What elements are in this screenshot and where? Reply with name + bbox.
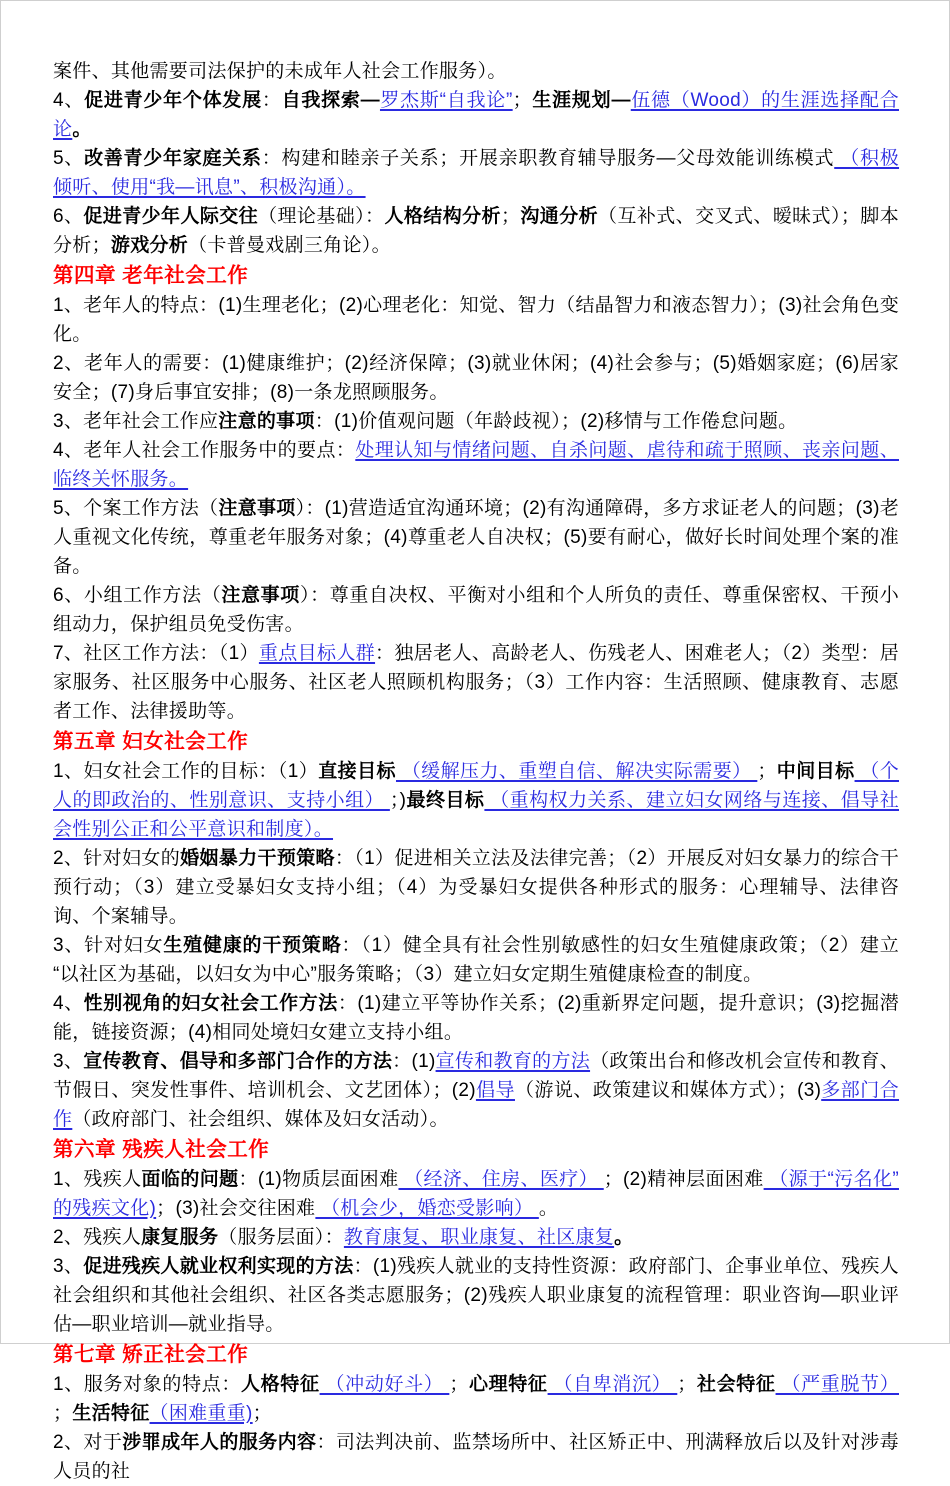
bold-text-run: 婚姻暴力干预策略: [180, 848, 335, 869]
text-run: ；(3)社会交往困难: [156, 1198, 316, 1219]
text-run: 。: [538, 1198, 559, 1219]
text-run: ：构建和睦亲子关系；开展亲职教育辅导服务—父母效能训练模式: [261, 148, 835, 169]
text-run: ；: [53, 1403, 73, 1424]
bold-text-run: 促进青少年人际交往: [83, 206, 259, 227]
text-run: ；): [389, 790, 407, 811]
hyperlink-text[interactable]: 宣传和教育的方法: [435, 1051, 591, 1072]
text-run: ；: [757, 761, 777, 782]
text-run: （互补式、交叉式、暧昧式）；脚本分析；: [53, 206, 899, 256]
text-run: 5、: [53, 148, 85, 169]
chapter-heading-text: 第七章 矫正社会工作: [53, 1343, 249, 1366]
bold-text-run: 直接目标: [318, 761, 396, 782]
bold-text-run: 注意的事项: [218, 411, 315, 432]
text-run: （卡普曼戏剧三角论）。: [188, 235, 391, 256]
paragraph: [53, 86, 899, 144]
chapter-heading-text: 第六章 残疾人社会工作: [53, 1138, 270, 1161]
text-run: ：独居老人、高龄老人、伤残老人、困难老人；（2）类型：居家服务、社区服务中心服务、社区老人照顾机构服务；（3）工作内容：生活照顾、健康教育、志愿者工作、法律援助等。: [53, 643, 900, 722]
text-run: ；(2)精神层面困难: [603, 1169, 764, 1190]
hyperlink-text[interactable]: （重构权力关系、建立妇女网络与连接、倡导社会性别公正和公平意识和制度）。: [53, 790, 900, 840]
hyperlink-text[interactable]: （严重脱节）: [775, 1374, 899, 1395]
text-run: 2、对于: [53, 1432, 123, 1453]
text-run: 6、小组工作方法（: [53, 585, 222, 606]
hyperlink-text[interactable]: 倡导: [475, 1080, 515, 1101]
text-run: ；: [512, 90, 532, 111]
hyperlink-text[interactable]: （机会少，婚恋受影响）: [315, 1198, 539, 1219]
paragraph: [53, 494, 899, 581]
paragraph: [53, 1165, 899, 1223]
paragraph: [53, 1047, 899, 1134]
document-body: [53, 57, 899, 1486]
hyperlink-text[interactable]: 处理认知与情绪问题、自杀问题、虐待和疏于照顾、丧亲问题、临终关怀服务。: [53, 440, 899, 490]
text-run: 4、: [53, 90, 85, 111]
bold-text-run: 面临的问题: [141, 1169, 239, 1190]
paragraph: [53, 1428, 899, 1486]
text-run: 1、老年人的特点：(1)生理老化；(2)心理老化：知觉、智力（结晶智力和液态智力）；(3)社会角色变化。: [53, 295, 899, 345]
text-run: ：(1)建立平等协作关系；(2)重新界定问题，提升意识；(3)挖掘潜能，链接资源；(4)相同处境妇女建立支持小组。: [53, 993, 899, 1043]
hyperlink-text[interactable]: （自卑消沉）: [547, 1374, 678, 1395]
text-run: 1、妇女社会工作的目标：（1）: [53, 761, 319, 782]
text-run: （游说、政策建议和媒体方式）；(3): [514, 1080, 822, 1101]
text-run: ：: [261, 90, 282, 111]
hyperlink-text[interactable]: （个人的即政治的、性别意识、支持小组）: [53, 761, 900, 811]
text-run: （政策出台和修改机会宣传和教育、节假日、突发性事件、培训机会、文艺团体）；(2): [53, 1051, 899, 1101]
chapter-heading: [53, 261, 899, 290]
bold-text-run: 最终目标: [406, 790, 485, 811]
chapter-heading: [53, 727, 899, 756]
text-run: 3、针对妇女: [53, 935, 164, 956]
hyperlink-text[interactable]: （缓解压力、重塑自信、解决实际需要）: [395, 761, 758, 782]
bold-text-run: 人格特征: [241, 1374, 320, 1395]
hyperlink-text[interactable]: （经济、住房、医疗）: [398, 1169, 604, 1190]
chapter-heading-text: 第五章 妇女社会工作: [53, 730, 249, 753]
bold-text-run: 中间目标: [776, 761, 855, 782]
text-run: ：(1)残疾人就业的支持性资源：政府部门、企事业单位、残疾人社会组织和其他社会组织、社区各类志愿服务；(2)残疾人职业康复的流程管理：职业咨询—职业评估—职业培训—就业指导。: [53, 1256, 899, 1335]
text-run: 4、: [53, 993, 84, 1014]
chapter-heading: [53, 1135, 899, 1164]
text-run: ：司法判决前、监禁场所中、社区矫正中、刑满释放后以及针对涉毒人员的社: [53, 1432, 899, 1482]
bold-text-run: 改善青少年家庭关系: [84, 148, 262, 169]
text-run: ；: [500, 206, 521, 227]
hyperlink-text[interactable]: 重点目标人群: [258, 643, 376, 664]
paragraph: [53, 989, 899, 1047]
hyperlink-text[interactable]: （困难重重): [149, 1403, 253, 1424]
bold-text-run: 性别视角的妇女社会工作方法: [83, 993, 338, 1014]
bold-text-run: 促进青少年个体发展: [84, 90, 262, 111]
text-run: 3、: [53, 1256, 84, 1277]
chapter-heading-text: 第四章 老年社会工作: [53, 264, 249, 287]
bold-text-run: 康复服务: [141, 1227, 219, 1248]
bold-text-run: 注意事项: [221, 585, 300, 606]
text-run: ；: [252, 1403, 272, 1424]
paragraph: [53, 757, 899, 844]
paragraph: [53, 844, 899, 931]
bold-text-run: 促进残疾人就业权利实现的方法: [83, 1256, 354, 1277]
text-run: 1、服务对象的特点：: [53, 1374, 242, 1395]
bold-text-run: 沟通分析: [520, 206, 599, 227]
bold-text-run: 人格结构分析: [384, 206, 501, 227]
text-run: ；: [677, 1374, 697, 1395]
paragraph: [53, 57, 899, 86]
text-run: 3、老年社会工作应: [53, 411, 219, 432]
bold-text-run: 心理特征: [468, 1374, 548, 1395]
text-run: （服务层面）：: [218, 1227, 344, 1248]
paragraph: [53, 581, 899, 639]
paragraph: [53, 349, 899, 407]
text-run: ：（1）健全具有社会性别敏感性的妇女生殖健康政策；（2）建立“以社区为基础，以妇女为中心”服务策略；（3）建立妇女定期生殖健康检查的制度。: [53, 935, 899, 985]
text-run: 2、老年人的需要：(1)健康维护；(2)经济保障；(3)就业休闲；(4)社会参与；(5)婚姻家庭；(6)居家安全；(7)身后事宜安排；(8)一条龙照顾服务。: [53, 353, 899, 403]
bold-text-run: 生活特征: [72, 1403, 150, 1424]
paragraph: [53, 1252, 899, 1339]
bold-text-run: 社会特征: [696, 1374, 776, 1395]
chapter-heading: [53, 1340, 899, 1369]
bold-text-run: 注意事项: [218, 498, 296, 519]
text-run: ）：(1)营造适宜沟通环境；(2)有沟通障碍，多方求证老人的问题；(3)老人重视文化传统，尊重老年服务对象；(4)尊重老人自决权；(5)要有耐心，做好长时间处理个案的准备。: [53, 498, 899, 577]
paragraph: [53, 436, 899, 494]
hyperlink-text[interactable]: 伍德（Wood）的生涯选择配合论: [53, 90, 899, 140]
paragraph: [53, 931, 899, 989]
text-run: 4、老年人社会工作服务中的要点：: [53, 440, 356, 461]
text-run: ：(1): [392, 1051, 436, 1072]
text-run: ：(1)物质层面困难: [238, 1169, 399, 1190]
text-run: （理论基础）：: [258, 206, 385, 227]
hyperlink-text[interactable]: 多部门合作: [53, 1080, 900, 1130]
hyperlink-text[interactable]: 罗杰斯“自我论”: [379, 90, 513, 111]
text-run: 7、社区工作方法：（1）: [53, 643, 259, 664]
text-run: 2、残疾人: [53, 1227, 142, 1248]
text-run: ：（1）促进相关立法及法律完善；（2）开展反对妇女暴力的综合干预行动；（3）建立受暴妇女支持小组；（4）为受暴妇女提供各种形式的服务：心理辅导、法律咨询、个案辅导。: [53, 848, 899, 927]
hyperlink-text[interactable]: 教育康复、职业康复、社区康复: [343, 1227, 615, 1248]
bold-text-run: 自我探索—: [281, 90, 380, 111]
bold-text-run: 宣传教育、倡导和多部门合作的方法: [83, 1051, 393, 1072]
bold-text-run: 。: [614, 1227, 634, 1248]
text-run: 5、个案工作方法（: [53, 498, 219, 519]
paragraph: [53, 639, 899, 726]
paragraph: [53, 291, 899, 349]
text-run: 2、针对妇女的: [53, 848, 181, 869]
paragraph: [53, 1370, 899, 1428]
bold-text-run: 涉罪成年人的服务内容: [122, 1432, 317, 1453]
text-run: 案件、其他需要司法保护的未成年人社会工作服务）。: [53, 61, 507, 82]
text-run: ：(1)价值观问题（年龄歧视）；(2)移情与工作倦怠问题。: [314, 411, 798, 432]
text-run: ）：尊重自决权、平衡对小组和个人所负的责任、尊重保密权、干预小组动力，保护组员免受伤害。: [53, 585, 899, 635]
bold-text-run: 生涯规划—: [531, 90, 631, 111]
bold-text-run: 游戏分析: [110, 235, 189, 256]
paragraph: [53, 202, 899, 260]
text-run: 3、: [53, 1051, 84, 1072]
text-run: 1、残疾人: [53, 1169, 142, 1190]
paragraph: [53, 407, 899, 436]
hyperlink-text[interactable]: （源于“污名化”的残疾文化): [53, 1169, 899, 1219]
text-run: （政府部门、社会组织、媒体及妇女活动）。: [72, 1109, 449, 1130]
text-run: 6、: [53, 206, 84, 227]
hyperlink-text[interactable]: （积极倾听、使用“我—讯息”、积极沟通）。: [53, 148, 900, 198]
bold-text-run: 。: [72, 119, 92, 140]
bold-text-run: 生殖健康的干预策略: [163, 935, 342, 956]
text-run: ；: [449, 1374, 469, 1395]
paragraph: [53, 144, 899, 202]
hyperlink-text[interactable]: （冲动好斗）: [319, 1374, 450, 1395]
paragraph: [53, 1223, 899, 1252]
